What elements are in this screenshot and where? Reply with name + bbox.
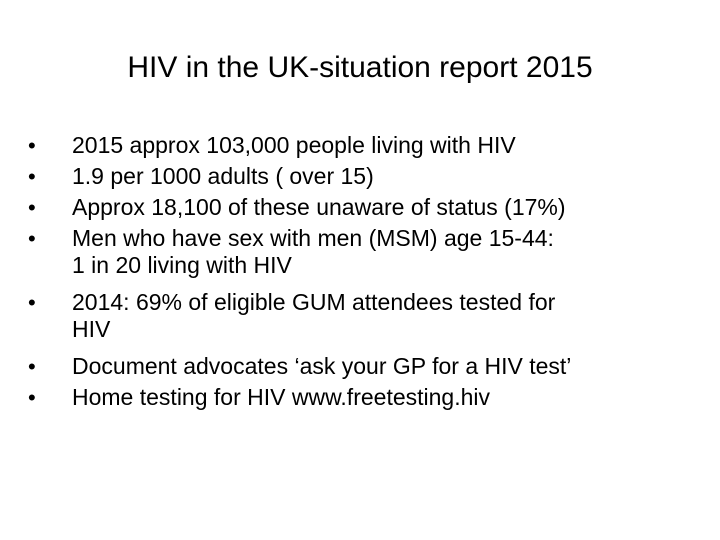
bullet-point-icon: •	[28, 226, 36, 251]
bullet-list	[28, 132, 698, 415]
bullet-text: Document advocates ‘ask your GP for a HIV test’	[72, 353, 572, 379]
bullet-item	[28, 132, 698, 159]
bullet-point-icon: •	[28, 354, 36, 379]
bullet-text: 1.9 per 1000 adults ( over 15)	[72, 163, 374, 189]
bullet-item	[28, 225, 698, 279]
slide-title: HIV in the UK-situation report 2015	[127, 51, 593, 84]
bullet-item	[28, 384, 698, 411]
bullet-text-continuation: 1 in 20 living with HIV	[72, 252, 292, 278]
bullet-point-icon: •	[28, 195, 36, 220]
bullet-item	[28, 163, 698, 190]
bullet-point-icon: •	[28, 164, 36, 189]
bullet-point-icon: •	[28, 133, 36, 158]
bullet-text: 2014: 69% of eligible GUM attendees tested for	[72, 289, 556, 315]
bullet-text: Approx 18,100 of these unaware of status (17%)	[72, 194, 566, 220]
bullet-point-icon: •	[28, 290, 36, 315]
bullet-text: Home testing for HIV www.freetesting.hiv	[72, 384, 490, 410]
bullet-text-continuation: HIV	[72, 316, 111, 342]
bullet-text: Men who have sex with men (MSM) age 15-44:	[72, 225, 554, 251]
bullet-item	[28, 194, 698, 221]
bullet-item	[28, 289, 698, 343]
bullet-item	[28, 353, 698, 380]
bullet-text: 2015 approx 103,000 people living with HIV	[72, 132, 516, 158]
bullet-point-icon: •	[28, 385, 36, 410]
